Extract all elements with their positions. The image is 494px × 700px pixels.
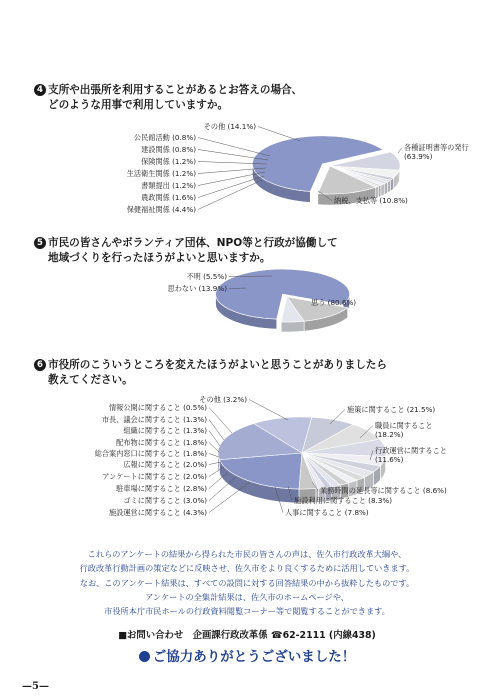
pie-label-0-2: 保健福祉関係 (4.4%) [126,205,196,214]
footer-line: 行政改革行動計画の策定などに反映させ、佐久市をより良くするために活用していきます。 [79,563,415,573]
contact-info: ■お問い合わせ 企画課行政改革係 ☎62-2111 (内線438) [118,630,376,641]
leader-line [209,443,219,453]
question-text: 地域づくりを行ったほうがよいと思いますか。 [48,251,271,264]
leader-line [209,431,220,447]
pie-label-1-1: 思わない (13.9%) [167,284,227,293]
pie-label-0-3: 農政関係 (1.6%) [141,193,196,202]
page-number: —5— [22,681,49,692]
pie-label-2-1: 職員に関すること [375,421,433,430]
leader-line [209,477,236,501]
pie-label-2-5: 人事に関すること (7.8%) [285,508,369,517]
leader-line [209,408,232,434]
question-number-badge: 5 [34,237,46,249]
pie-label-2-10: 広報に関すること (2.0%) [123,460,207,469]
pie-label-0-0: (63.9%) [404,152,433,161]
question-text: 支所や出張所を利用することがあるとお答えの場合、 [48,84,303,96]
footer-line: これらのアンケートの結果から得られた市民の皆さんの声は、佐久市行政改革大綱や、 [87,549,407,559]
pie-label-2-0: 施策に関すること (21.5%) [347,405,436,414]
footer-line: なお、このアンケート結果は、すべての設問に対する回答結果の中から抜粋したものです。 [79,578,415,588]
pie-label-0-5: 生活衛生関係 (1.2%) [126,169,196,178]
pie-label-2-1: (18.2%) [375,430,404,439]
leader-line [209,420,224,441]
pie-label-2-8: 駐車場に関すること (2.8%) [116,484,207,493]
thanks-text: ご協力ありがとうございました！ [152,649,356,665]
question-text: 市民の皆さんやボランティア団体、NPO等と行政が協働して [48,237,338,249]
question-text: 市役所のこういうところを変えたほうがよいと思うことがありましたら [48,359,387,371]
pie-label-2-14: 市長、議会に関すること (1.3%) [101,415,207,424]
pie-label-0-9: その他 (14.1%) [203,122,256,131]
pie-label-1-2: 不明 (5.5%) [186,272,227,281]
pie-label-2-16: その他 (3.2%) [199,395,247,404]
pie-label-2-2: 行政運営に関すること [375,446,447,455]
pie-label-0-8: 公民館活動 (0.8%) [133,133,196,142]
pie-label-2-15: 情報公開に関すること (0.5%) [108,403,207,412]
bullet-icon [139,651,150,662]
question-text: どのような用事で利用していますか。 [48,98,229,111]
pie-label-0-1: 納税、支払等 (10.8%) [334,196,408,205]
question-text: 教えてください。 [48,373,133,386]
pie-label-2-7: ゴミに関すること (3.0%) [123,496,207,505]
footer-line: 市役所本庁市民ホールの行政資料閲覧コーナー等で閲覧することができます。 [104,606,390,616]
pie-label-2-9: アンケートに関すること (2.0%) [102,472,207,481]
pie-label-0-7: 建設関係 (0.8%) [141,145,196,154]
question-number-badge: 6 [34,359,46,371]
pie-label-2-3: 業務時間の延長等に関すること (8.6%) [320,486,447,495]
pie-label-2-2: (11.6%) [375,455,404,464]
leader-line [209,482,250,513]
pie-label-0-6: 保険関係 (1.2%) [141,157,196,166]
thanks-message [0,645,494,665]
footer-line: アンケートの全集計結果は、佐久市のホームページや、 [145,592,349,602]
pie-label-0-0: 各種証明書等の発行 [404,143,469,152]
leader-line [209,454,219,458]
pie-label-2-13: 組織に関すること (1.3%) [123,426,207,435]
leader-line [249,400,288,421]
pie-label-2-6: 施設運営に関すること (4.3%) [108,508,207,517]
question-number-badge: 4 [34,84,46,96]
pie-label-2-4: 施設利用に関すること (8.3%) [294,496,393,505]
pie-label-0-4: 書類提出 (1.2%) [141,181,196,190]
pie-label-2-11: 総合案内窓口に関すること (1.8%) [94,449,207,458]
pie-label-2-12: 配布物に関すること (1.8%) [116,438,207,447]
pie-label-1-0: 思う (80.6%) [311,298,357,307]
